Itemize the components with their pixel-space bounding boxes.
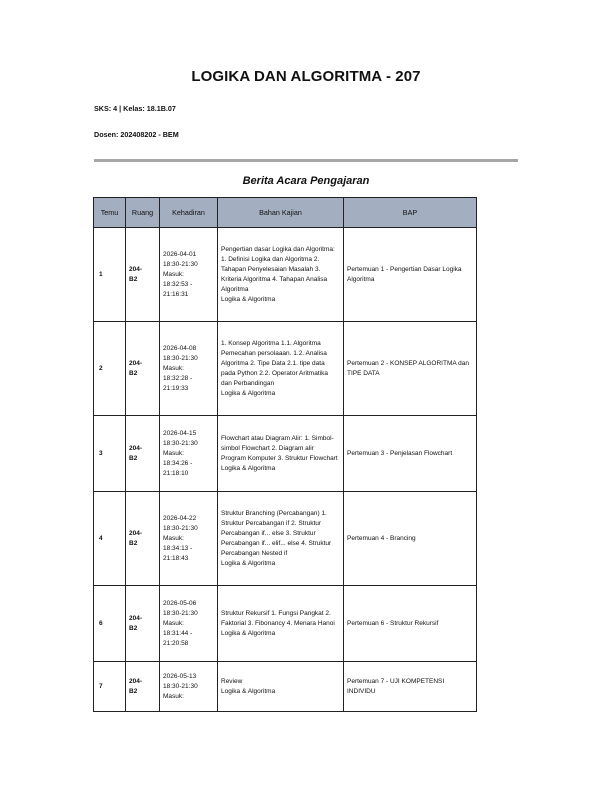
cell-bahan-text: Review Logika & Algoritma	[221, 677, 276, 695]
cell-kehadiran	[160, 662, 218, 712]
cell-kehadiran-text: 2026-05-06 18:30-21:30 Masuk: 18:31:44 - 21:20:58	[163, 599, 198, 647]
cell-bap: Pertemuan 7 - UJI KOMPETENSI INDIVIDU	[344, 662, 477, 712]
cell-ruang	[126, 228, 160, 322]
course-title: LOGIKA DAN ALGORITMA - 207	[191, 68, 421, 85]
cell-bap: Pertemuan 4 - Brancing	[344, 492, 477, 586]
cell-ruang	[126, 492, 160, 586]
cell-kehadiran-text: 2026-04-01 18:30-21:30 Masuk: 18:32:53 - 21:16:31	[163, 250, 198, 298]
cell-ruang-text: 204- B2	[129, 265, 143, 283]
table-row	[94, 492, 477, 586]
cell-ruang	[126, 416, 160, 492]
cell-kehadiran-text: 2026-04-08 18:30-21:30 Masuk: 18:32:28 - 21:19:33	[163, 344, 198, 392]
cell-bahan-kajian	[218, 416, 344, 492]
cell-kehadiran-text: 2026-05-13 18:30-21:30 Masuk:	[163, 672, 198, 700]
cell-temu: 7	[94, 662, 126, 712]
dosen-line: Dosen: 202408202 - BEM	[94, 130, 179, 139]
cell-bahan-kajian	[218, 228, 344, 322]
cell-bahan-kajian	[218, 662, 344, 712]
cell-ruang	[126, 662, 160, 712]
cell-bahan-text: Flowchart atau Diagram Alir: 1. Simbol-simbol Flowchart 2. Diagram alir Program Komputer 3. Struktur Flowchart Logika & Algoritma	[221, 434, 338, 472]
table-row	[94, 416, 477, 492]
cell-kehadiran	[160, 586, 218, 662]
table-row	[94, 228, 477, 322]
cell-bahan-text: Struktur Branching (Percabangan) 1. Struktur Percabangan if 2. Struktur Percabangan if... else 3. Struktur Percabangan if... elif... else 4. Struktur Percabangan Nested if Logika & Algoritma	[221, 509, 332, 567]
cell-bahan-text: Pengertian dasar Logika dan Algoritma: 1. Definisi Logika dan Algoritma 2. Tahapan Penyelesaian Masalah 3. Kriteria Algoritma 4. Tahapan Analisa Algoritma Logika & Algoritma	[221, 245, 335, 303]
cell-kehadiran	[160, 416, 218, 492]
cell-temu: 1	[94, 228, 126, 322]
cell-temu: 2	[94, 322, 126, 416]
column-header-bap: BAP	[344, 198, 477, 228]
cell-bap: Pertemuan 6 - Struktur Rekursif	[344, 586, 477, 662]
column-header-temu: Temu	[94, 198, 126, 228]
cell-temu: 3	[94, 416, 126, 492]
cell-ruang-text: 204- B2	[129, 444, 143, 462]
cell-bahan-text: 1. Konsep Algoritma 1.1. Algoritma Pemecahan persolaaan. 1.2. Analisa Algoritma 2. Tipe Data 2.1. tipe data pada Python 2.2. Operator Aritmatika dan Perbandingan Logika & Algoritma	[221, 339, 328, 397]
cell-kehadiran	[160, 492, 218, 586]
cell-ruang	[126, 322, 160, 416]
cell-bahan-text: Struktur Rekursif 1. Fungsi Pangkat 2. Faktorial 3. Fibonancy 4. Menara Hanoi Logika & Algoritma	[221, 609, 335, 637]
cell-kehadiran	[160, 322, 218, 416]
cell-bahan-kajian	[218, 586, 344, 662]
table-row	[94, 662, 477, 712]
cell-kehadiran	[160, 228, 218, 322]
cell-ruang-text: 204- B2	[129, 677, 143, 695]
table-row	[94, 322, 477, 416]
cell-temu: 6	[94, 586, 126, 662]
table-header-row	[94, 198, 477, 228]
column-header-ruang: Ruang	[126, 198, 160, 228]
horizontal-divider	[94, 159, 518, 162]
sks-kelas-line: SKS: 4 | Kelas: 18.1B.07	[94, 104, 176, 113]
cell-bahan-kajian	[218, 322, 344, 416]
column-header-bahan-kajian: Bahan Kajian	[218, 198, 344, 228]
cell-bap: Pertemuan 1 - Pengertian Dasar Logika Algoritma	[344, 228, 477, 322]
column-header-kehadiran: Kehadiran	[160, 198, 218, 228]
cell-bap: Pertemuan 2 - KONSEP ALGORITMA dan TIPE DATA	[344, 322, 477, 416]
cell-kehadiran-text: 2026-04-22 18:30-21:30 Masuk: 18:34:13 - 21:18:43	[163, 514, 198, 562]
table-row	[94, 586, 477, 662]
cell-ruang-text: 204- B2	[129, 359, 143, 377]
cell-temu: 4	[94, 492, 126, 586]
section-subtitle: Berita Acara Pengajaran	[242, 175, 370, 187]
cell-ruang-text: 204- B2	[129, 529, 143, 547]
cell-ruang	[126, 586, 160, 662]
cell-bap: Pertemuan 3 - Penjelasan Flowchart	[344, 416, 477, 492]
bap-table	[93, 197, 477, 712]
cell-bahan-kajian	[218, 492, 344, 586]
cell-kehadiran-text: 2026-04-15 18:30-21:30 Masuk: 18:34:26 - 21:18:10	[163, 429, 198, 477]
cell-ruang-text: 204- B2	[129, 614, 143, 632]
